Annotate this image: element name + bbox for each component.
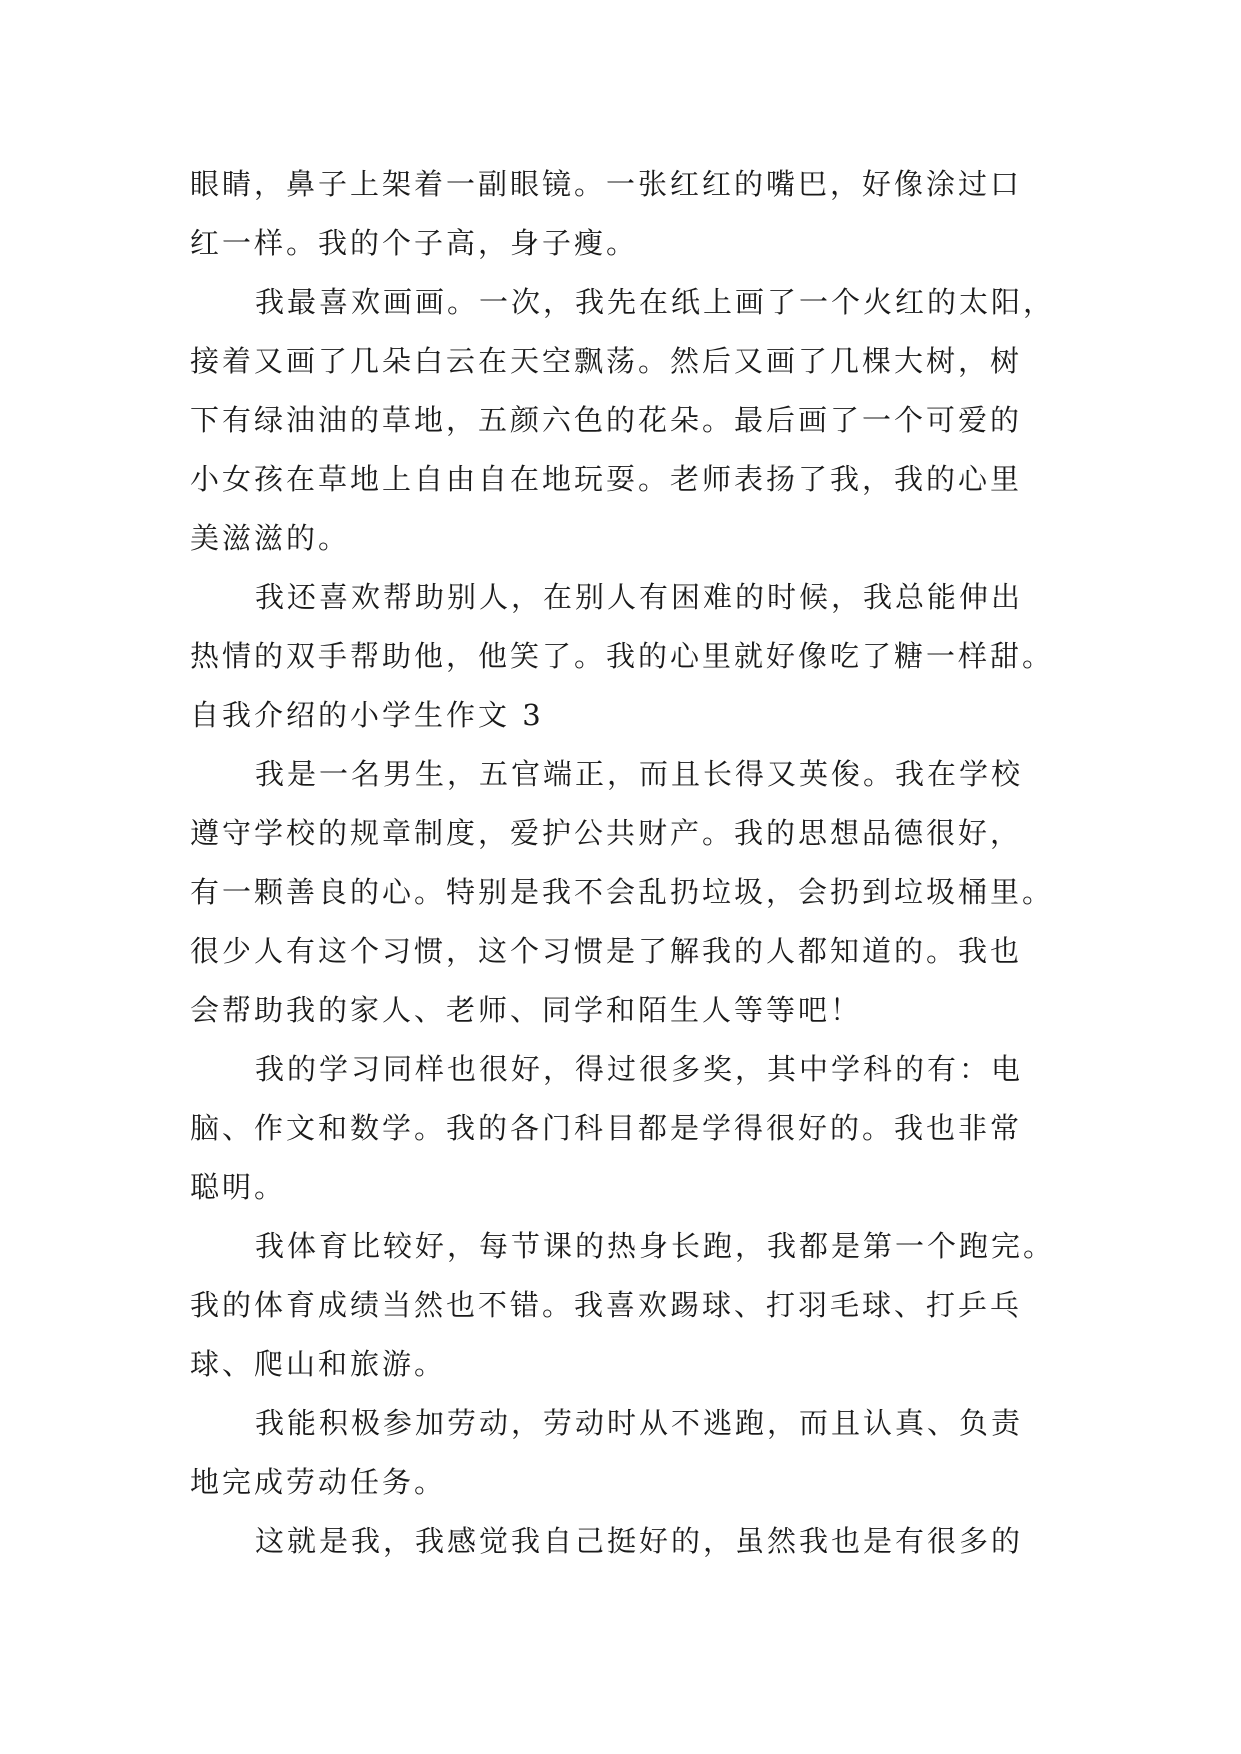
text-line: 红一样。我的个子高，身子瘦。 — [190, 226, 639, 260]
document-body — [190, 155, 1060, 1571]
text-line: 我的体育成绩当然也不错。我喜欢踢球、打羽毛球、打乒乓 — [190, 1288, 1023, 1322]
text-line: 小女孩在草地上自由自在地玩耍。老师表扬了我，我的心里 — [190, 462, 1023, 496]
text-line: 会帮助我的家人、老师、同学和陌生人等等吧！ — [190, 993, 863, 1027]
text-line: 我的学习同样也很好，得过很多奖，其中学科的有：电 — [255, 1052, 1024, 1086]
text-line: 遵守学校的规章制度，爱护公共财产。我的思想品德很好， — [190, 816, 1023, 850]
text-line: 这就是我，我感觉我自己挺好的，虽然我也是有很多的 — [255, 1524, 1024, 1558]
text-line: 美滋滋的。 — [190, 521, 351, 555]
text-line: 地完成劳动任务。 — [190, 1465, 447, 1499]
text-line: 我体育比较好，每节课的热身长跑，我都是第一个跑完。 — [255, 1229, 1056, 1263]
text-line: 接着又画了几朵白云在天空飘荡。然后又画了几棵大树，树 — [190, 344, 1023, 378]
text-line: 我还喜欢帮助别人，在别人有困难的时候，我总能伸出 — [255, 580, 1024, 614]
text-line: 下有绿油油的草地，五颜六色的花朵。最后画了一个可爱的 — [190, 403, 1023, 437]
text-line: 球、爬山和旅游。 — [190, 1347, 447, 1381]
text-line: 我是一名男生，五官端正，而且长得又英俊。我在学校 — [255, 757, 1024, 791]
text-line: 眼睛，鼻子上架着一副眼镜。一张红红的嘴巴，好像涂过口 — [190, 167, 1023, 201]
text-line: 我能积极参加劳动，劳动时从不逃跑，而且认真、负责 — [255, 1406, 1024, 1440]
text-line: 很少人有这个习惯，这个习惯是了解我的人都知道的。我也 — [190, 934, 1023, 968]
text-line: 脑、作文和数学。我的各门科目都是学得很好的。我也非常 — [190, 1111, 1023, 1145]
text-line: 我最喜欢画画。一次，我先在纸上画了一个火红的太阳， — [255, 285, 1056, 319]
text-line: 热情的双手帮助他，他笑了。我的心里就好像吃了糖一样甜。 — [190, 639, 1055, 673]
text-line: 有一颗善良的心。特别是我不会乱扔垃圾，会扔到垃圾桶里。 — [190, 875, 1055, 909]
section-heading: 自我介绍的小学生作文 3 — [190, 698, 544, 732]
text-line: 聪明。 — [190, 1170, 287, 1204]
